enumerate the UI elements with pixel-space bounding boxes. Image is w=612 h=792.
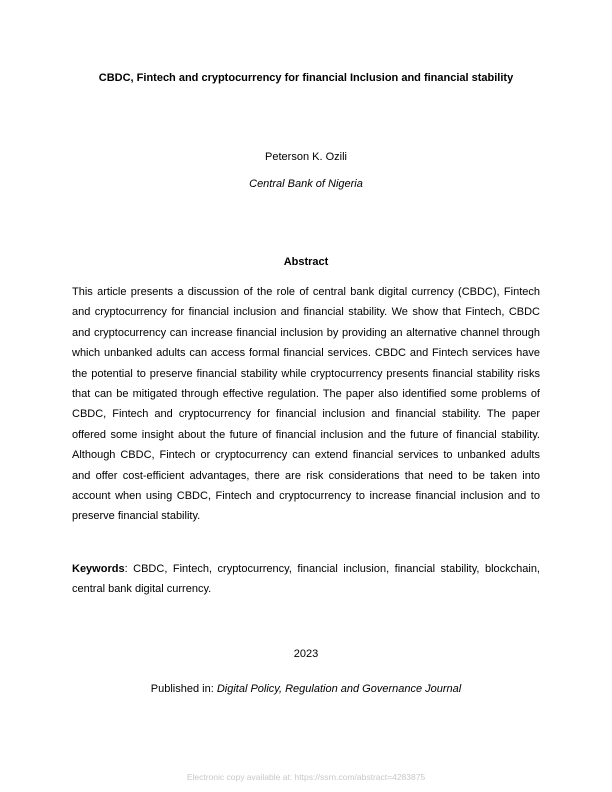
ssrn-footer: Electronic copy available at: https://ssrn.com/abstract=4283875 bbox=[186, 772, 426, 782]
keywords-label: Keywords bbox=[72, 563, 125, 575]
abstract-text: This article presents a discussion of the role of central bank digital currency (CBDC), Fintech and cryptocurrency for financial inclusion and financial stability. We show that Fintech, CBDC and cryptocurrency can increase financial inclusion by providing an alternative channel through which unbanked adults can access formal financial services. CBDC and Fintech services have the potential to preserve financial stability while cryptocurrency presents financial stability risks that can be mitigated through effective regulation. The paper also identified some problems of CBDC, Fintech and cryptocurrency for financial inclusion and financial stability. The paper offered some insight about the future of financial inclusion and the future of financial stability. Although CBDC, Fintech or cryptocurrency can extend financial services to unbanked adults and offer cost-efficient advantages, there are risk considerations that need to be taken into account when using CBDC, Fintech and cryptocurrency to increase financial inclusion and to preserve financial stability. bbox=[72, 286, 540, 523]
keywords-text: : CBDC, Fintech, cryptocurrency, financial inclusion, financial stability, blockchain, central bank digital currency. bbox=[72, 563, 540, 596]
published-in bbox=[0, 682, 612, 696]
author-affiliation: Central Bank of Nigeria bbox=[249, 178, 363, 190]
abstract-heading: Abstract bbox=[283, 256, 329, 268]
author-name: Peterson K. Ozili bbox=[265, 151, 347, 163]
paper-title: CBDC, Fintech and cryptocurrency for financial Inclusion and financial stability bbox=[98, 72, 514, 84]
journal-name: Digital Policy, Regulation and Governance Journal bbox=[216, 683, 462, 695]
publication-year: 2023 bbox=[293, 648, 319, 660]
published-prefix: Published in: bbox=[150, 683, 217, 695]
keywords bbox=[72, 559, 540, 600]
